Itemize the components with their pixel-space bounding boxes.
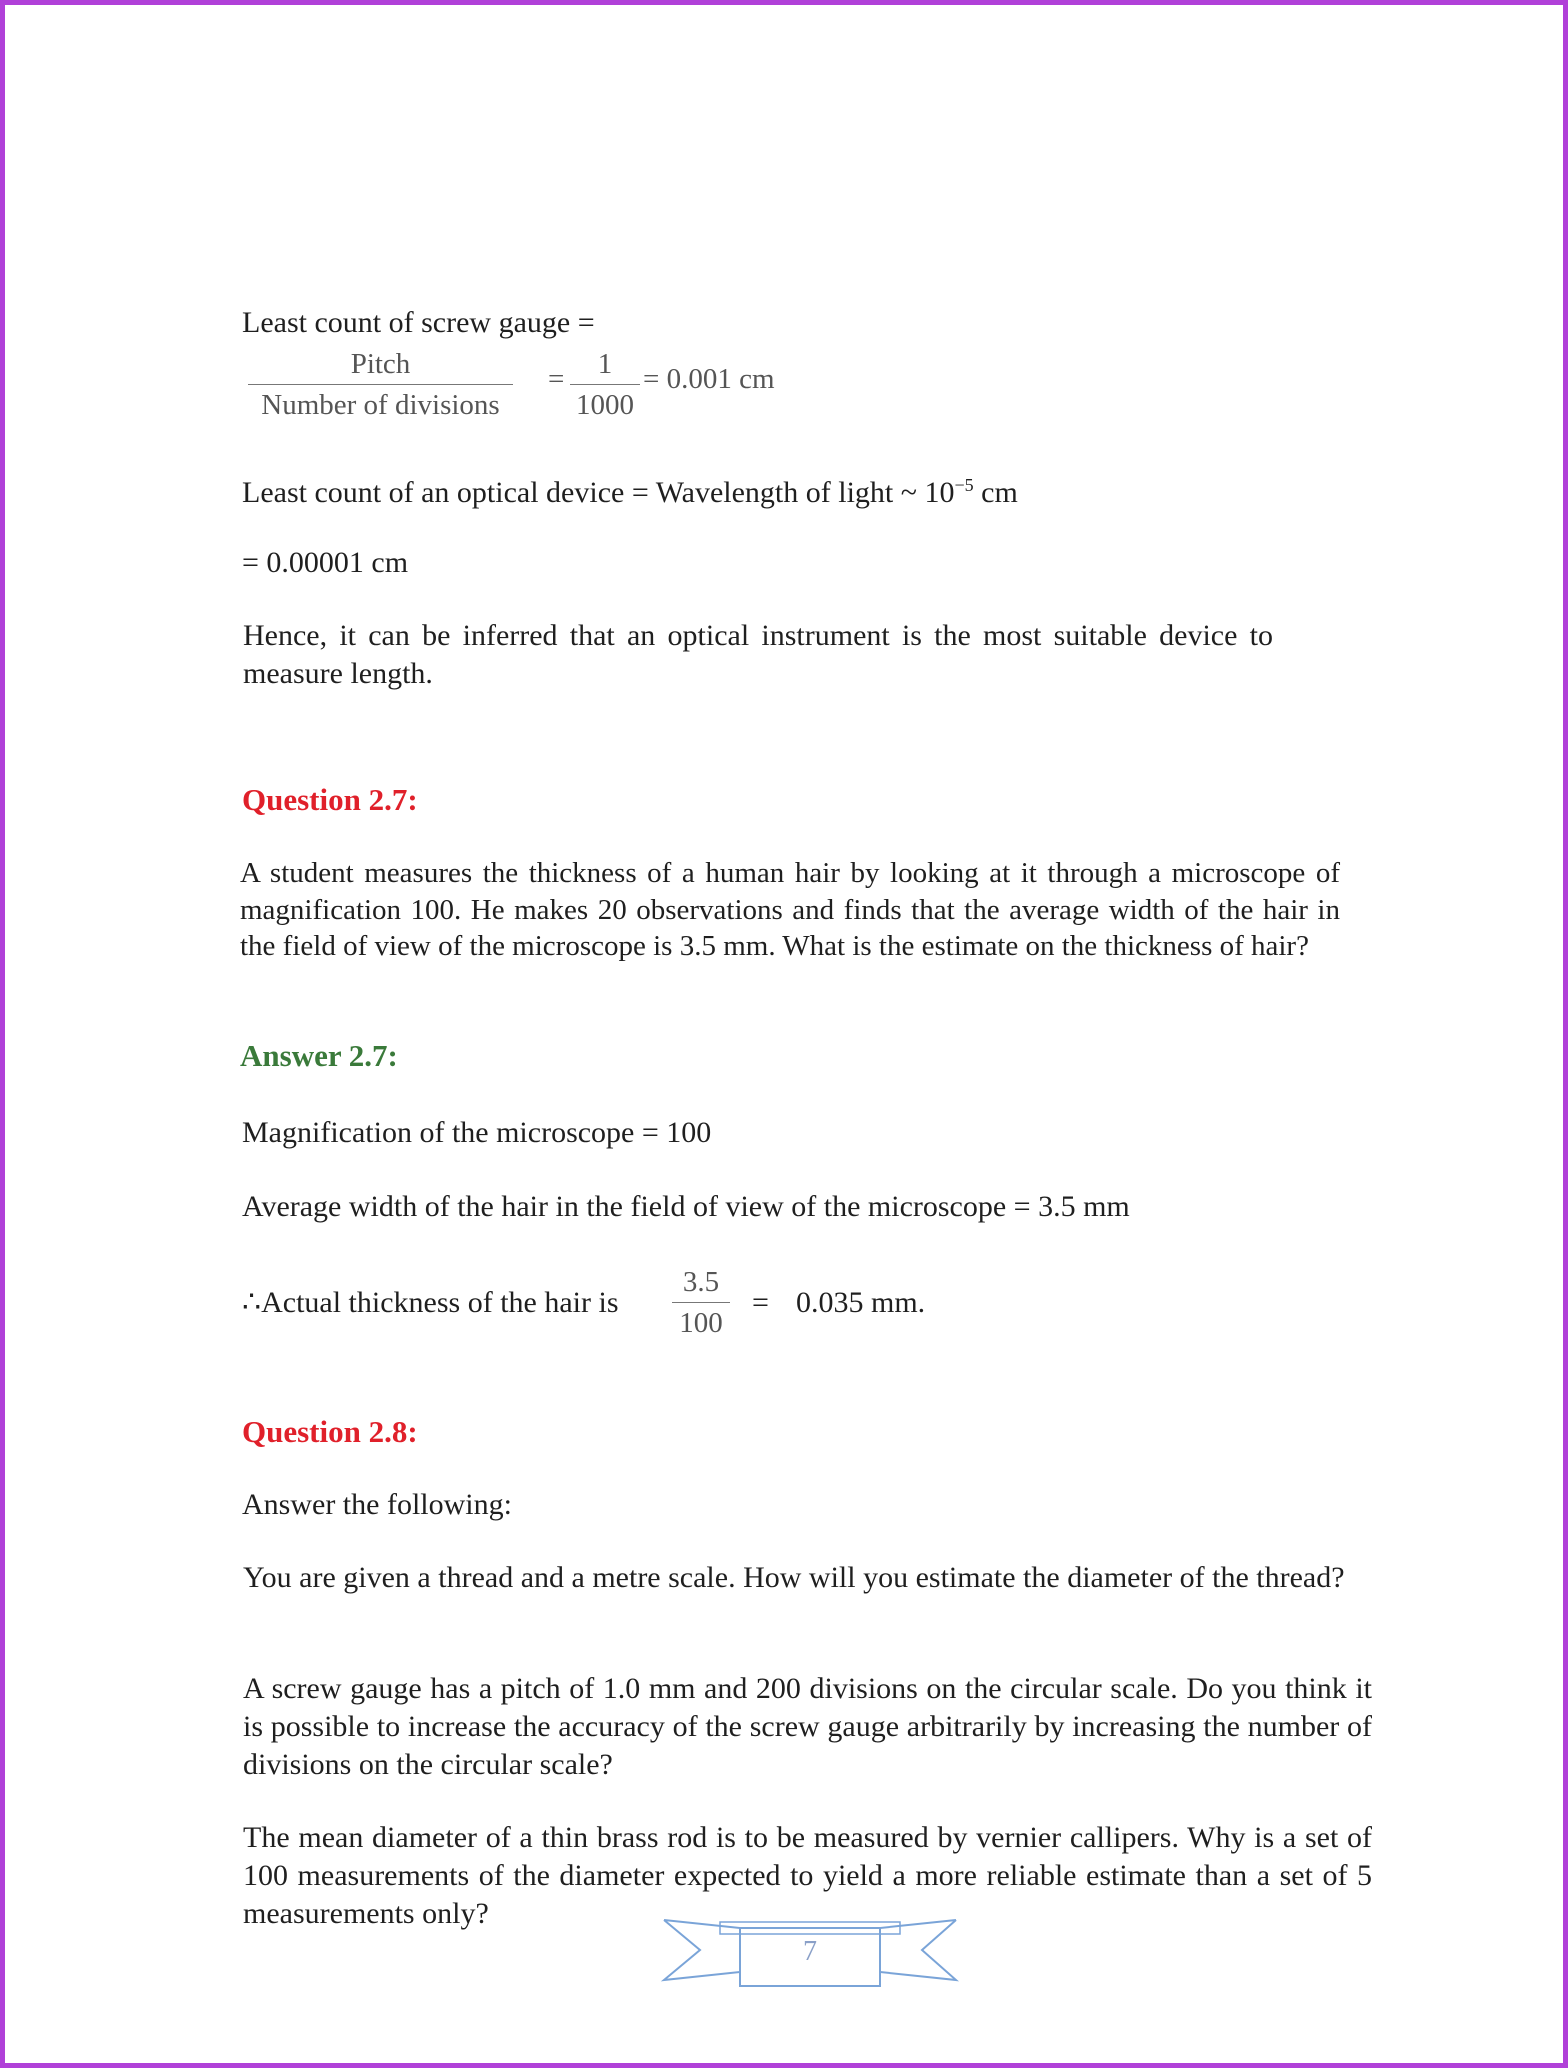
fraction-numerator: 3.5 [682,1266,720,1298]
question-2-8-heading: Question 2.8: [242,1414,418,1449]
answer-2-7-result: 0.035 mm. [796,1286,926,1319]
pitch-denominator: Number of divisions [261,389,500,421]
optical-least-count-line [242,466,1018,512]
fraction-numerator: 1 [597,348,613,380]
screw-gauge-intro: Least count of screw gauge = [242,306,595,339]
optical-line-prefix: Least count of an optical device = Wavelength of light ~ 10 [242,476,955,509]
pitch-fraction [248,344,513,425]
question-2-8-part1: You are given a thread and a metre scale. How will you estimate the diameter of the thread? [243,1561,1345,1594]
page-number-ribbon [660,1914,960,1994]
one-over-thousand-fraction [570,344,640,425]
answer-2-7-line3-prefix: ∴Actual thickness of the hair is [242,1286,619,1319]
optical-conclusion: Hence, it can be inferred that an optical instrument is the most suitable device to measure length. [243,619,1273,690]
page-number: 7 [803,1936,817,1967]
answer-2-7-line1: Magnification of the microscope = 100 [242,1116,712,1149]
hair-thickness-fraction [672,1262,730,1343]
optical-line-suffix: cm [973,476,1018,509]
exponent: −5 [954,475,974,495]
equals-sign: = [548,363,565,395]
screw-gauge-result: = 0.001 cm [643,363,775,395]
fraction-denominator: 100 [679,1307,723,1339]
fraction-denominator: 1000 [576,389,634,421]
question-2-7-text: A student measures the thickness of a human hair by looking at it through a microscope of magnification 100. He makes 20 observations and finds that the average width of the hair in the field of view of the microscope is 3.5 mm. What is the estimate on the thickness of hair? [240,857,1340,962]
question-2-8-part2: A screw gauge has a pitch of 1.0 mm and 200 divisions on the circular scale. Do you think it is possible to increase the accuracy of the screw gauge arbitrarily by increasing the number of divisions on the circular scale? [243,1672,1372,1781]
answer-2-7-equals: = [752,1286,769,1319]
pitch-numerator: Pitch [350,348,411,380]
optical-value-line: = 0.00001 cm [242,546,409,579]
question-2-8-part3: The mean diameter of a thin brass rod is to be measured by vernier callipers. Why is a set of 100 measurements of the diameter expected to yield a more reliable estimate than a set of 5 measurements only? [243,1821,1372,1930]
answer-2-7-heading: Answer 2.7: [240,1038,398,1073]
question-2-8-intro: Answer the following: [242,1488,512,1521]
answer-2-7-line2: Average width of the hair in the field of view of the microscope = 3.5 mm [242,1190,1130,1223]
question-2-7-heading: Question 2.7: [242,782,418,817]
